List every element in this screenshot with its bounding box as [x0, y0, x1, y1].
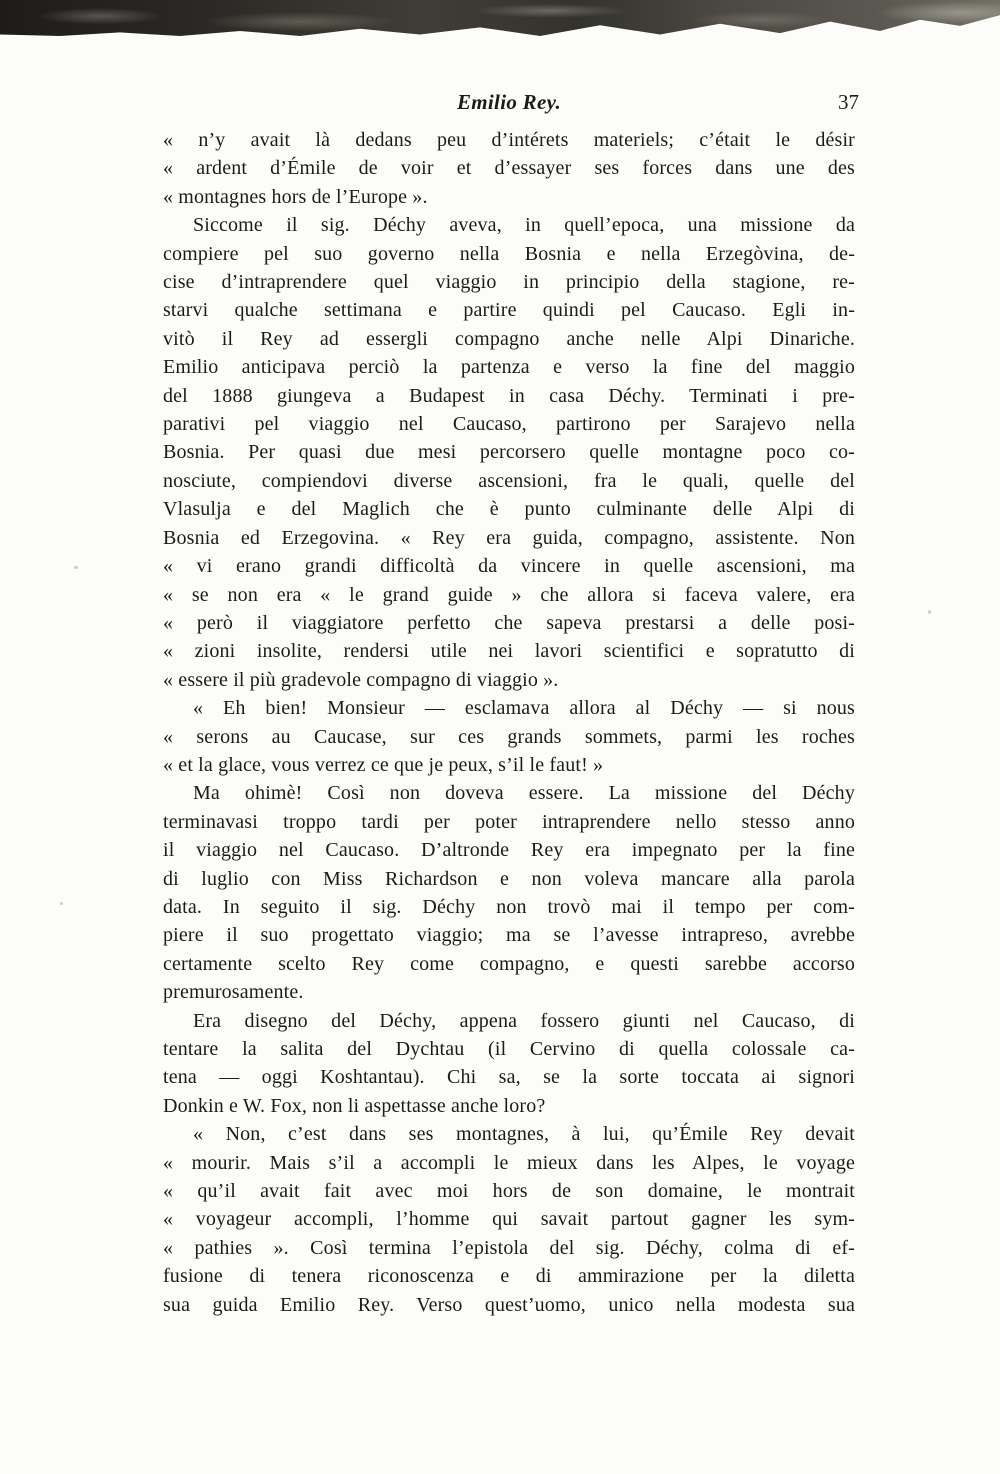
text-line: « zioni insolite, rendersi utile nei lavori scientifici e sopratutto di [163, 640, 855, 663]
text-line: Bosnia. Per quasi due mesi percorsero quelle montagne poco co- [163, 441, 855, 464]
text-line: tena — oggi Koshtantau). Chi sa, se la sorte toccata ai signori [163, 1066, 855, 1089]
text-line: cise d’intraprendere quel viaggio in principio della stagione, re- [163, 271, 855, 294]
scan-edge-artifact [0, 0, 1000, 36]
body-text [163, 126, 855, 1319]
text-line: premurosamente. [163, 981, 304, 1004]
text-line: « se non era « le grand guide » che allora si faceva valere, era [163, 583, 855, 606]
text-line: « ardent d’Émile de voir et d’essayer ses forces dans une des [163, 157, 855, 180]
text-line: di luglio con Miss Richardson e non voleva mancare alla parola [163, 867, 855, 890]
text-line: « mourir. Mais s’il a accompli le mieux dans les Alpes, le voyage [163, 1151, 855, 1174]
paragraph [163, 1007, 855, 1121]
text-line: tentare la salita del Dychtau (il Cervino di quella colossale ca- [163, 1038, 855, 1060]
paragraph [163, 779, 855, 1006]
paragraph [163, 694, 855, 779]
text-line: piere il suo progettato viaggio; ma se l’avesse intrapreso, avrebbe [163, 924, 855, 947]
text-line: « serons au Caucase, sur ces grands sommets, parmi les roches [163, 725, 855, 748]
paragraph [163, 126, 855, 211]
text-line: « vi erano grandi difficoltà da vincere in quelle ascensioni, ma [163, 555, 855, 578]
running-title: Emilio Rey. [456, 90, 561, 114]
text-line: data. In seguito il sig. Déchy non trovò mai il tempo per com- [163, 895, 855, 918]
text-line: Bosnia ed Erzegovina. « Rey era guida, compagno, assistente. Non [163, 526, 855, 549]
page-header [163, 90, 859, 120]
text-line: Era disegno del Déchy, appena fossero giunti nel Caucaso, di [193, 1009, 855, 1032]
paragraph [163, 211, 855, 694]
scan-speckle [60, 902, 63, 905]
text-line: « et la glace, vous verrez ce que je peux, s’il le faut! » [163, 753, 604, 776]
text-line: sua guida Emilio Rey. Verso quest’uomo, unico nella modesta sua [163, 1293, 855, 1316]
text-line: « n’y avait là dedans peu d’intérets materiels; c’était le désir [163, 129, 855, 151]
text-line: « pathies ». Così termina l’epistola del sig. Déchy, colma di ef- [163, 1236, 855, 1259]
text-line: del 1888 giungeva a Budapest in casa Déchy. Terminati i pre- [163, 384, 855, 407]
scan-speckle [928, 610, 931, 614]
text-line: « Eh bien! Monsieur — esclamava allora al Déchy — si nous [193, 697, 855, 720]
text-line: Emilio anticipava perciò la partenza e verso la fine del maggio [163, 356, 855, 379]
scan-speckle [74, 566, 78, 569]
text-line: Donkin e W. Fox, non li aspettasse anche loro? [163, 1094, 546, 1117]
text-line: « però il viaggiatore perfetto che sapeva prestarsi a delle posi- [163, 611, 855, 634]
page-number: 37 [838, 90, 859, 114]
text-line: Siccome il sig. Déchy aveva, in quell’epoca, una missione da [193, 214, 855, 237]
paragraph [163, 1120, 855, 1319]
text-line: « Non, c’est dans ses montagnes, à lui, qu’Émile Rey devait [193, 1123, 855, 1146]
text-line: Ma ohimè! Così non doveva essere. La missione del Déchy [193, 782, 855, 805]
text-line: « qu’il avait fait avec moi hors de son domaine, le montrait [163, 1180, 855, 1203]
text-line: Vlasulja e del Maglich che è punto culminante delle Alpi di [163, 498, 855, 521]
text-line: fusione di tenera riconoscenza e di ammirazione per la diletta [163, 1265, 855, 1288]
text-line: « essere il più gradevole compagno di viaggio ». [163, 668, 559, 691]
text-line: il viaggio nel Caucaso. D’altronde Rey era impegnato per la fine [163, 839, 855, 862]
text-line: compiere pel suo governo nella Bosnia e nella Erzegòvina, de- [163, 242, 855, 265]
text-line: « voyageur accompli, l’homme qui savait partout gagner les sym- [163, 1208, 855, 1231]
text-line: nosciute, compiendovi diverse ascensioni, fra le quali, quelle del [163, 469, 855, 492]
text-line: parativi pel viaggio nel Caucaso, partirono per Sarajevo nella [163, 413, 855, 436]
text-line: starvi qualche settimana e partire quindi pel Caucaso. Egli in- [163, 299, 855, 322]
text-line: vitò il Rey ad essergli compagno anche nelle Alpi Dinariche. [163, 327, 855, 350]
text-line: certamente scelto Rey come compagno, e questi sarebbe accorso [163, 952, 855, 975]
text-line: « montagnes hors de l’Europe ». [163, 185, 428, 208]
text-line: terminavasi troppo tardi per poter intraprendere nello stesso anno [163, 810, 855, 833]
